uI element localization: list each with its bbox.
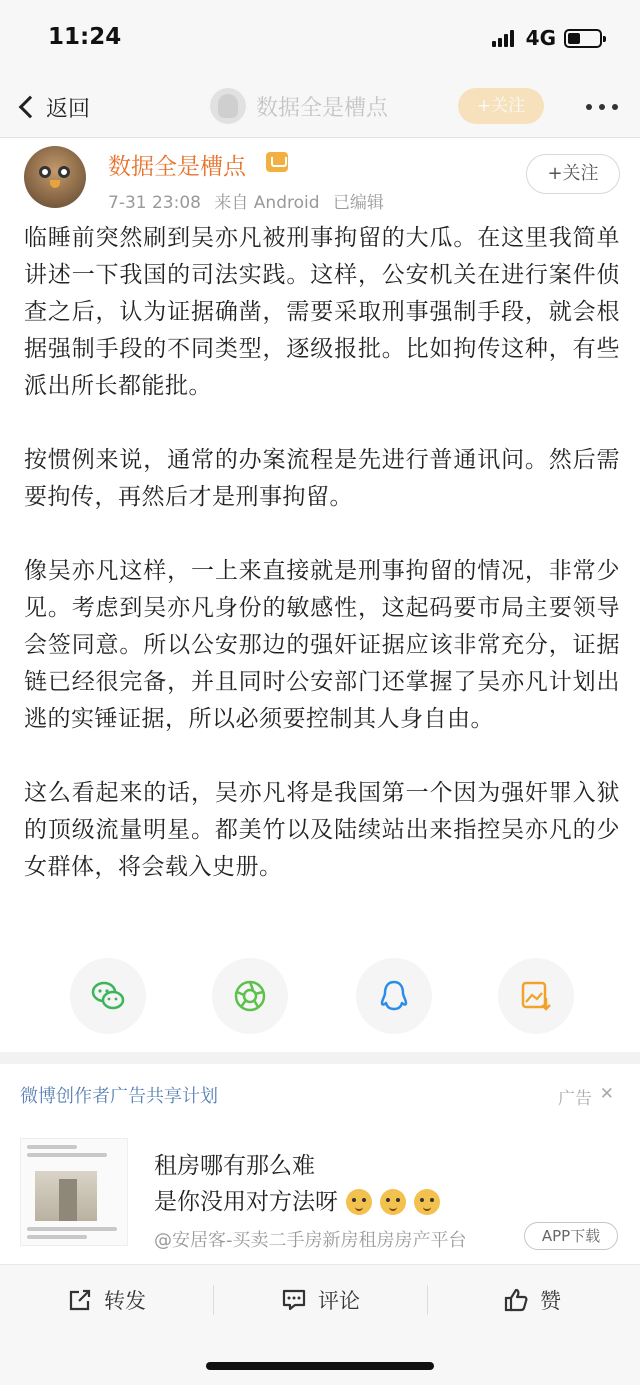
post-paragraph: 像吴亦凡这样，一上来直接就是刑事拘留的情况，非常少见。考虑到吴亦凡身份的敏感性，这起码要市局主要领导会签同意。所以公安那边的强奸证据应该非常充分，证据链已经很完备，并且同时公安部门还掌握了吴亦凡计划出逃的实锤证据，所以必须要控制其人身自由。 bbox=[24, 558, 620, 732]
vip-badge-icon bbox=[266, 152, 288, 172]
like-button[interactable] bbox=[502, 1283, 561, 1317]
like-label: 赞 bbox=[540, 1289, 561, 1313]
qq-icon bbox=[376, 978, 412, 1014]
dog-emoji-icon bbox=[380, 1189, 406, 1215]
toolbar-divider bbox=[427, 1285, 428, 1315]
comment-label: 评论 bbox=[318, 1289, 360, 1313]
toolbar-divider bbox=[213, 1285, 214, 1315]
ad-tag: 广告 bbox=[558, 1089, 592, 1109]
ad-program-label: 微博创作者广告共享计划 bbox=[20, 1086, 218, 1107]
share-row bbox=[0, 958, 640, 1038]
ad-subtitle-row bbox=[154, 1184, 440, 1220]
status-bar bbox=[0, 0, 640, 76]
repost-label: 转发 bbox=[104, 1289, 146, 1313]
ad-title: 租房哪有那么难 bbox=[154, 1153, 315, 1179]
post-paragraph: 按惯例来说，通常的办案流程是先进行普通讯问。然后需要拘传，再然后才是刑事拘留。 bbox=[24, 447, 620, 510]
post-header bbox=[0, 140, 640, 218]
share-wechat-button[interactable] bbox=[70, 958, 146, 1034]
post-timestamp: 7-31 23:08 bbox=[108, 193, 201, 213]
author-avatar[interactable] bbox=[24, 146, 86, 208]
author-name[interactable]: 数据全是槽点 bbox=[108, 154, 246, 180]
post-source: 来自 Android bbox=[214, 193, 320, 213]
dog-emoji-icon bbox=[346, 1189, 372, 1215]
post-body bbox=[24, 220, 620, 923]
network-type: 4G bbox=[525, 26, 556, 50]
wechat-icon bbox=[90, 978, 126, 1014]
nav-title: 数据全是槽点 bbox=[256, 95, 389, 121]
repost-button[interactable] bbox=[66, 1283, 146, 1317]
post-paragraph: 这么看起来的话，吴亦凡将是我国第一个因为强奸罪入狱的顶级流量明星。都美竹以及陆续站出来指控吴亦凡的少女群体，将会载入史册。 bbox=[24, 780, 620, 880]
nav-follow-button[interactable]: +关注 bbox=[458, 88, 544, 124]
moments-icon bbox=[232, 978, 268, 1014]
post-paragraph: 临睡前突然刷到吴亦凡被刑事拘留的大瓜。在这里我简单讲述一下我国的司法实践。这样，公安机关在进行案件侦查之后，认为证据确凿，需要采取刑事强制手段，就会根据强制手段的不同类型，逐级报批。比如拘传这种，有些派出所长都能批。 bbox=[24, 225, 620, 399]
signal-icon bbox=[492, 29, 516, 47]
nav-title-group bbox=[210, 88, 388, 124]
home-indicator-area bbox=[0, 1334, 640, 1385]
follow-button[interactable]: +关注 bbox=[526, 154, 620, 194]
bottom-toolbar bbox=[0, 1264, 640, 1334]
close-icon[interactable]: ✕ bbox=[599, 1084, 614, 1104]
save-image-icon bbox=[518, 978, 554, 1014]
ad-thumbnail[interactable] bbox=[20, 1138, 128, 1246]
share-qq-button[interactable] bbox=[356, 958, 432, 1034]
thumbs-up-icon bbox=[502, 1286, 530, 1314]
chevron-left-icon bbox=[19, 96, 42, 119]
nav-avatar bbox=[210, 88, 246, 124]
dog-emoji-icon bbox=[414, 1189, 440, 1215]
nav-bar bbox=[0, 76, 640, 138]
post-edited: 已编辑 bbox=[332, 193, 384, 213]
back-label: 返回 bbox=[46, 96, 91, 122]
save-image-button[interactable] bbox=[498, 958, 574, 1034]
home-indicator[interactable] bbox=[206, 1362, 434, 1370]
section-divider bbox=[0, 1052, 640, 1064]
more-icon[interactable] bbox=[579, 104, 618, 110]
ad-card[interactable] bbox=[0, 1064, 640, 1264]
comment-icon bbox=[280, 1286, 308, 1314]
ad-subtitle: 是你没用对方法呀 bbox=[154, 1189, 338, 1215]
post-meta bbox=[108, 188, 392, 213]
status-indicators bbox=[492, 26, 602, 50]
comment-button[interactable] bbox=[280, 1283, 360, 1317]
ad-source: @安居客-买卖二手房新房租房房产平台 bbox=[154, 1230, 467, 1251]
share-moments-button[interactable] bbox=[212, 958, 288, 1034]
app-download-button[interactable]: APP下载 bbox=[524, 1222, 618, 1250]
back-button[interactable] bbox=[16, 86, 90, 128]
repost-icon bbox=[66, 1286, 94, 1314]
battery-icon bbox=[564, 29, 602, 48]
status-time: 11:24 bbox=[48, 24, 122, 50]
